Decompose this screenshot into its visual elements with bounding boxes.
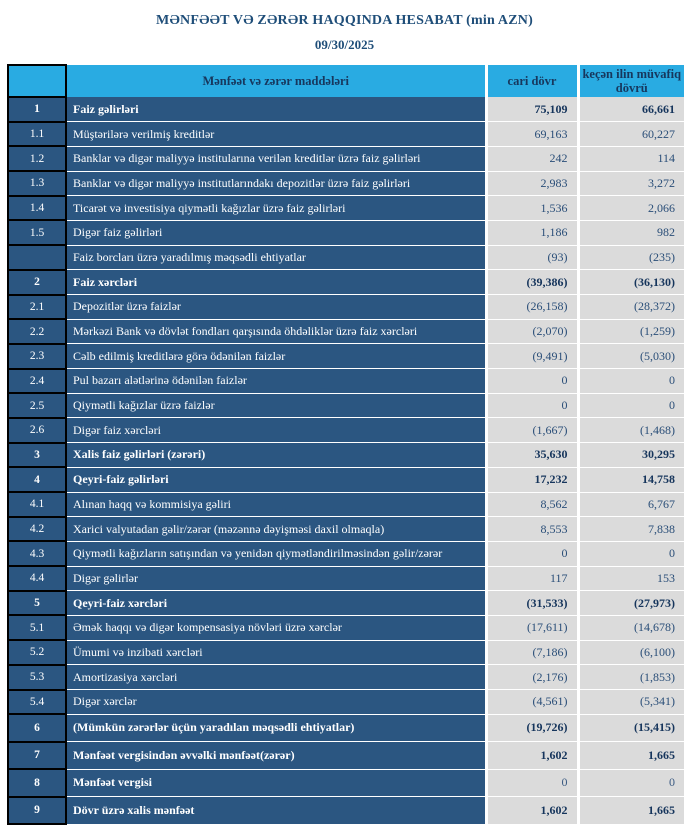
row-previous-value: 30,295	[578, 443, 684, 468]
row-previous-value: (6,100)	[578, 640, 684, 665]
row-label: Banklar və digər maliyyə institularına verilən kreditlər üzrə faiz gəlirləri	[66, 146, 486, 171]
row-label: Dövr üzrə xalis mənfəət	[66, 797, 486, 825]
table-header-row	[8, 65, 684, 97]
row-current-value: 0	[486, 541, 578, 566]
row-number: 5.4	[8, 690, 66, 715]
row-number: 1.2	[8, 146, 66, 171]
table-row	[8, 220, 684, 245]
row-current-value: 2,983	[486, 171, 578, 196]
table-row	[8, 319, 684, 344]
row-previous-value: (15,415)	[578, 714, 684, 742]
row-current-value: (17,611)	[486, 615, 578, 640]
table-row	[8, 146, 684, 171]
row-previous-value: (1,468)	[578, 418, 684, 443]
row-current-value: (26,158)	[486, 295, 578, 320]
row-label: Ümumi və inzibati xərcləri	[66, 640, 486, 665]
row-current-value: (2,176)	[486, 665, 578, 690]
row-number: 1.3	[8, 171, 66, 196]
row-label: Amortizasiya xərcləri	[66, 665, 486, 690]
row-number: 4.2	[8, 517, 66, 542]
row-number: 2.5	[8, 393, 66, 418]
row-label: Depozitlər üzrə faizlər	[66, 295, 486, 320]
row-number	[8, 245, 66, 270]
row-previous-value: (1,259)	[578, 319, 684, 344]
row-number: 1	[8, 97, 66, 122]
table-row	[8, 640, 684, 665]
row-number: 8	[8, 769, 66, 797]
row-number: 1.5	[8, 220, 66, 245]
table-row	[8, 369, 684, 394]
row-previous-value: 6,767	[578, 492, 684, 517]
row-number: 4.4	[8, 566, 66, 591]
row-current-value: 0	[486, 769, 578, 797]
row-label: Digər faiz gəlirləri	[66, 220, 486, 245]
row-label: Banklar və digər maliyyə institutlarındakı depozitlər üzrə faiz gəlirləri	[66, 171, 486, 196]
row-current-value: (31,533)	[486, 591, 578, 616]
row-current-value: 75,109	[486, 97, 578, 122]
row-label: Pul bazarı alətlərinə ödənilən faizlər	[66, 369, 486, 394]
table-row	[8, 97, 684, 122]
row-label: Qiymətli kağızlar üzrə faizlər	[66, 393, 486, 418]
row-label: Faiz xərcləri	[66, 270, 486, 295]
row-current-value: (1,667)	[486, 418, 578, 443]
row-previous-value: (1,853)	[578, 665, 684, 690]
row-previous-value: 60,227	[578, 122, 684, 147]
row-label: Qiymətli kağızların satışından və yenidən qiymətləndirilməsindən gəlir/zərər	[66, 541, 486, 566]
row-current-value: 8,553	[486, 517, 578, 542]
row-number: 7	[8, 742, 66, 770]
row-current-value: 1,602	[486, 797, 578, 825]
row-previous-value: 3,272	[578, 171, 684, 196]
row-number: 2.1	[8, 295, 66, 320]
row-previous-value: 114	[578, 146, 684, 171]
row-current-value: (9,491)	[486, 344, 578, 369]
table-row	[8, 690, 684, 715]
row-label: Ticarət və investisiya qiymətli kağızlar üzrə faiz gəlirləri	[66, 196, 486, 221]
table-row	[8, 665, 684, 690]
table-row	[8, 742, 684, 770]
row-current-value: 1,602	[486, 742, 578, 770]
profit-loss-table	[7, 64, 684, 825]
row-previous-value: (36,130)	[578, 270, 684, 295]
row-current-value: (93)	[486, 245, 578, 270]
table-row	[8, 615, 684, 640]
table-row	[8, 797, 684, 825]
row-previous-value: (28,372)	[578, 295, 684, 320]
row-current-value: (4,561)	[486, 690, 578, 715]
table-row	[8, 769, 684, 797]
row-label: Faiz borcları üzrə yaradılmış məqsədli ehtiyatlar	[66, 245, 486, 270]
row-number: 2	[8, 270, 66, 295]
table-row	[8, 245, 684, 270]
table-row	[8, 492, 684, 517]
table-row	[8, 295, 684, 320]
row-number: 1.4	[8, 196, 66, 221]
row-number: 5.3	[8, 665, 66, 690]
row-previous-value: 0	[578, 369, 684, 394]
row-label: Digər xərclər	[66, 690, 486, 715]
row-label: Əmək haqqı və digər kompensasiya növləri üzrə xərclər	[66, 615, 486, 640]
row-previous-value: 0	[578, 541, 684, 566]
table-row	[8, 393, 684, 418]
row-current-value: 0	[486, 393, 578, 418]
row-number: 2.2	[8, 319, 66, 344]
row-current-value: (7,186)	[486, 640, 578, 665]
row-previous-value: 66,661	[578, 97, 684, 122]
row-label: Digər faiz xərcləri	[66, 418, 486, 443]
table-row	[8, 566, 684, 591]
row-previous-value: (235)	[578, 245, 684, 270]
row-previous-value: 1,665	[578, 742, 684, 770]
row-current-value: (39,386)	[486, 270, 578, 295]
row-current-value: (2,070)	[486, 319, 578, 344]
row-label: Faiz gəlirləri	[66, 97, 486, 122]
table-row	[8, 443, 684, 468]
row-number: 4.3	[8, 541, 66, 566]
row-number: 5.1	[8, 615, 66, 640]
row-label: Mənfəət vergisi	[66, 769, 486, 797]
row-number: 5.2	[8, 640, 66, 665]
row-current-value: 242	[486, 146, 578, 171]
row-previous-value: 1,665	[578, 797, 684, 825]
row-label: Mənfəət vergisindən əvvəlki mənfəət(zərər)	[66, 742, 486, 770]
row-previous-value: 0	[578, 769, 684, 797]
row-number: 2.6	[8, 418, 66, 443]
row-current-value: 1,186	[486, 220, 578, 245]
row-number: 1.1	[8, 122, 66, 147]
row-previous-value: (14,678)	[578, 615, 684, 640]
table-row	[8, 541, 684, 566]
table-row	[8, 467, 684, 492]
row-number: 9	[8, 797, 66, 825]
row-label: Qeyri-faiz xərcləri	[66, 591, 486, 616]
column-header-current-period: cari dövr	[486, 65, 578, 97]
row-label: (Mümkün zərərlər üçün yaradılan məqsədli ehtiyatlar)	[66, 714, 486, 742]
row-previous-value: (5,030)	[578, 344, 684, 369]
table-row	[8, 171, 684, 196]
column-header-previous-period: keçən ilin müvafiq dövrü	[578, 65, 684, 97]
row-label: Alınan haqq və kommisiya gəliri	[66, 492, 486, 517]
column-header-items: Mənfəət və zərər maddələri	[66, 65, 486, 97]
table-row	[8, 344, 684, 369]
page-title: MƏNFƏƏT VƏ ZƏRƏR HAQQINDA HESABAT (min AZN)	[156, 13, 533, 28]
row-previous-value: 982	[578, 220, 684, 245]
row-previous-value: 14,758	[578, 467, 684, 492]
row-current-value: (19,726)	[486, 714, 578, 742]
row-current-value: 17,232	[486, 467, 578, 492]
row-number: 3	[8, 443, 66, 468]
row-label: Mərkəzi Bank və dövlət fondları qarşısında öhdəliklər üzrə faiz xərcləri	[66, 319, 486, 344]
table-row	[8, 196, 684, 221]
table-row	[8, 122, 684, 147]
row-current-value: 0	[486, 369, 578, 394]
report-date: 09/30/2025	[314, 37, 375, 52]
row-previous-value: (5,341)	[578, 690, 684, 715]
row-label: Cəlb edilmiş kreditlərə görə ödənilən faizlər	[66, 344, 486, 369]
row-current-value: 69,163	[486, 122, 578, 147]
row-current-value: 117	[486, 566, 578, 591]
row-number: 2.4	[8, 369, 66, 394]
row-number: 5	[8, 591, 66, 616]
row-previous-value: 153	[578, 566, 684, 591]
row-number-header	[8, 65, 66, 97]
table-row	[8, 270, 684, 295]
row-previous-value: 0	[578, 393, 684, 418]
row-current-value: 35,630	[486, 443, 578, 468]
row-current-value: 1,536	[486, 196, 578, 221]
row-label: Qeyri-faiz gəlirləri	[66, 467, 486, 492]
row-previous-value: 2,066	[578, 196, 684, 221]
row-label: Digər gəlirlər	[66, 566, 486, 591]
row-number: 2.3	[8, 344, 66, 369]
row-previous-value: (27,973)	[578, 591, 684, 616]
row-number: 4.1	[8, 492, 66, 517]
row-label: Xalis faiz gəlirləri (zərəri)	[66, 443, 486, 468]
row-label: Müştərilərə verilmiş kreditlər	[66, 122, 486, 147]
row-previous-value: 7,838	[578, 517, 684, 542]
row-number: 6	[8, 714, 66, 742]
row-number: 4	[8, 467, 66, 492]
row-label: Xarici valyutadan gəlir/zərər (məzənnə dəyişməsi daxil olmaqla)	[66, 517, 486, 542]
table-row	[8, 591, 684, 616]
table-row	[8, 517, 684, 542]
table-row	[8, 714, 684, 742]
row-current-value: 8,562	[486, 492, 578, 517]
table-row	[8, 418, 684, 443]
